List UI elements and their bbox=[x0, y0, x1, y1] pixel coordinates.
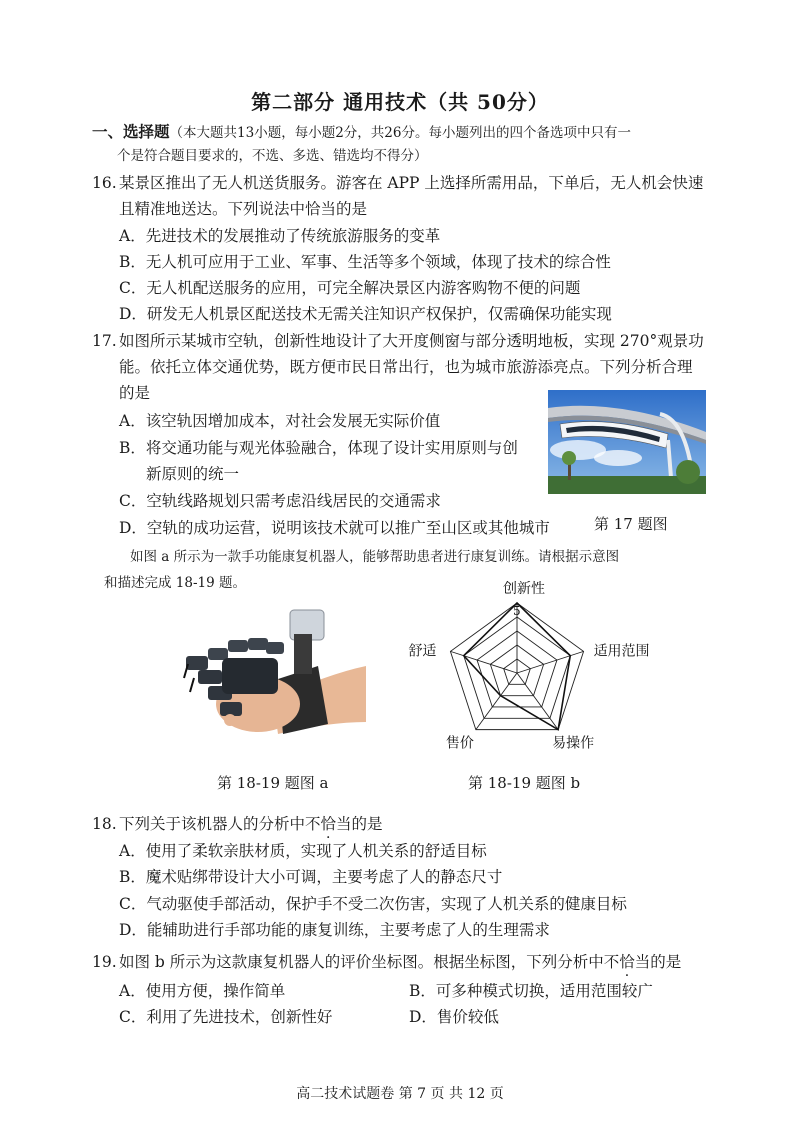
question-17-stem-line-3: 的是 bbox=[119, 384, 151, 402]
figure-17-caption: 第 17 题图 bbox=[594, 515, 668, 533]
question-18-stem bbox=[119, 813, 383, 835]
question-18-option-d: D．能辅助进行手部功能的康复训练，主要考虑了人的生理需求 bbox=[119, 921, 550, 939]
question-19-stem bbox=[119, 951, 681, 973]
radar-scale-max-label: 5 bbox=[513, 604, 521, 618]
section-instructions-line-2: 个是符合题目要求的，不选、多选、错选均不得分） bbox=[117, 148, 428, 164]
radar-spokes bbox=[450, 603, 583, 730]
question-19-stem-pre: 如图 b 所示为这款康复机器人的评价坐标图。根据坐标图，下列分析中 bbox=[119, 953, 604, 971]
question-19-option-d: D．售价较低 bbox=[409, 1008, 499, 1026]
radar-spoke bbox=[517, 651, 584, 673]
skyrail-photo bbox=[548, 390, 706, 494]
question-19-stem-emphasis: 不恰当 bbox=[603, 953, 651, 971]
radar-axis-label: 易操作 bbox=[552, 735, 595, 752]
radar-axis-label: 适用范围 bbox=[593, 643, 650, 660]
section-heading: 一、选择题 bbox=[92, 122, 170, 141]
question-17-stem-line-2: 能。依托立体交通优势，既方便市民日常出行，也为城市旅游添亮点。下列分析合理 bbox=[119, 358, 693, 376]
question-19-option-a: A．使用方便，操作简单 bbox=[119, 982, 286, 1000]
question-16-number: 16. bbox=[92, 174, 117, 192]
figure-b-caption: 第 18-19 题图 b bbox=[468, 774, 581, 792]
question-17-option-b-line-2: 新原则的统一 bbox=[146, 465, 240, 483]
question-16-stem-line-1: 某景区推出了无人机送货服务。游客在 APP 上选择所需用品，下单后，无人机会快速 bbox=[119, 174, 704, 192]
question-16-option-b: B．无人机可应用于工业、军事、生活等多个领域，体现了技术的综合性 bbox=[119, 253, 611, 271]
figure-a-caption: 第 18-19 题图 a bbox=[217, 774, 329, 792]
radar-axis-label: 创新性 bbox=[503, 581, 545, 597]
question-18-option-c: C．气动驱使手部活动，保护手不受二次伤害，实现了人机关系的健康目标 bbox=[119, 895, 627, 913]
question-18-number: 18. bbox=[92, 815, 117, 833]
section-instructions bbox=[92, 121, 631, 144]
radar-spoke bbox=[450, 651, 517, 673]
question-19-number: 19. bbox=[92, 953, 117, 971]
question-16-option-d: D．研发无人机景区配送技术无需关注知识产权保护，仅需确保功能实现 bbox=[119, 305, 612, 323]
question-19-stem-post: 的是 bbox=[650, 953, 682, 971]
question-16-option-a: A．先进技术的发展推动了传统旅游服务的变革 bbox=[119, 227, 441, 245]
page-title: 第二部分 通用技术（共 50分） bbox=[251, 90, 549, 114]
question-16-option-c: C．无人机配送服务的应用，可完全解决景区内游客购物不便的问题 bbox=[119, 279, 581, 297]
radar-axis-label: 舒适 bbox=[408, 643, 437, 660]
question-19-option-c: C．利用了先进技术，创新性好 bbox=[119, 1008, 333, 1026]
question-18-option-b: B．魔术贴绑带设计大小可调，主要考虑了人的静态尺寸 bbox=[119, 868, 503, 886]
question-17-option-b-line-1: B．将交通功能与观光体验融合，体现了设计实用原则与创 bbox=[119, 439, 518, 457]
question-17-option-d: D．空轨的成功运营，说明该技术就可以推广至山区或其他城市 bbox=[119, 519, 550, 537]
question-17-number: 17. bbox=[92, 332, 117, 350]
radar-axis-label: 售价 bbox=[445, 735, 474, 752]
question-19-option-b: B．可多种模式切换，适用范围较广 bbox=[409, 982, 653, 1000]
intro-18-19-line-2: 和描述完成 18-19 题。 bbox=[104, 575, 247, 591]
question-16-stem-line-2: 且精准地送达。下列说法中恰当的是 bbox=[119, 200, 368, 218]
question-17-option-a: A．该空轨因增加成本，对社会发展无实际价值 bbox=[119, 412, 441, 430]
rehab-robot-glove-photo bbox=[178, 604, 366, 744]
page-footer: 高二技术试题卷 第 7 页 共 12 页 bbox=[296, 1086, 504, 1102]
evaluation-radar-chart bbox=[408, 581, 660, 755]
question-18-stem-post: 的是 bbox=[351, 815, 383, 833]
radar-spoke bbox=[517, 673, 558, 730]
question-18-option-a: A．使用了柔软亲肤材质，实现了人机关系的舒适目标 bbox=[119, 842, 487, 860]
question-18-stem-pre: 下列关于该机器人的分析中 bbox=[119, 815, 306, 833]
section-instructions-line-1: （本大题共13小题，每小题2分，共26分。每小题列出的四个备选项中只有一 bbox=[169, 125, 631, 141]
question-17-stem-line-1: 如图所示某城市空轨，创新性地设计了大开度侧窗与部分透明地板，实现 270°观景功 bbox=[119, 332, 704, 350]
intro-18-19-line-1: 如图 a 所示为一款手功能康复机器人，能够帮助患者进行康复训练。请根据示意图 bbox=[130, 549, 620, 565]
question-17-option-c: C．空轨线路规划只需考虑沿线居民的交通需求 bbox=[119, 492, 441, 510]
question-18-stem-emphasis: 不恰当 bbox=[305, 815, 352, 833]
